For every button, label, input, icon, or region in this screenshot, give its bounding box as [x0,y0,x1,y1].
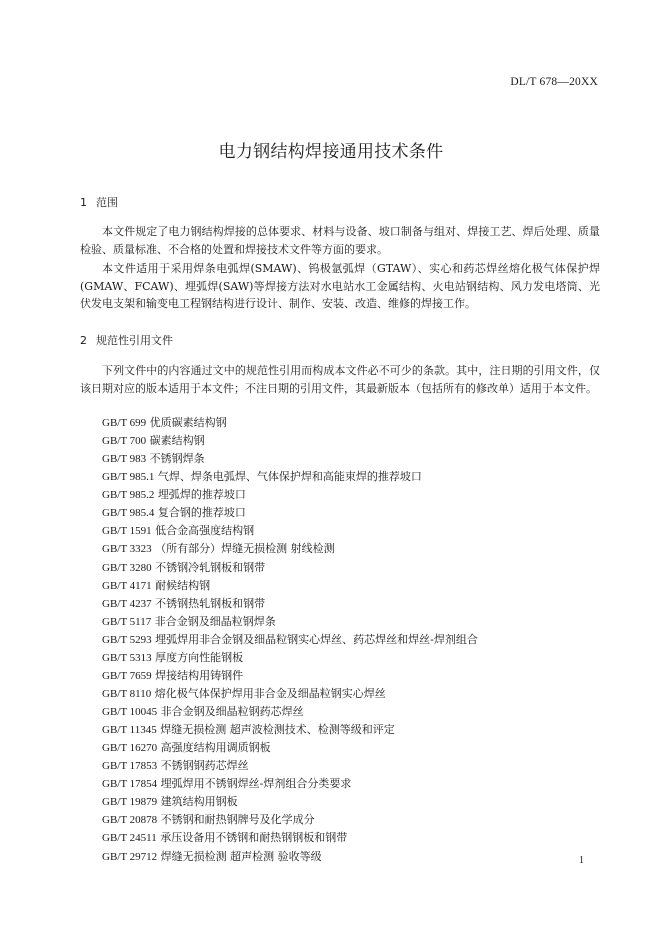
scope-paragraph-2: 本文件适用于采用焊条电弧焊(SMAW)、钨极氩弧焊（GTAW）、实心和药芯焊丝熔化极气体保护焊(GMAW、FCAW)、埋弧焊(SAW)等焊接方法对水电站水工金属结构、火电站钢结构、风力发电塔筒、光伏发电支架和输变电工程钢结构进行设计、制作、安装、改造、维修的焊接工作。 [80,262,600,310]
reference-title: 复合钢的推荐坡口 [157,506,246,520]
reference-title: 不锈钢和耐热钢牌号及化学成分 [160,813,315,827]
reference-item [102,540,602,558]
reference-item [102,595,602,613]
reference-item [102,829,602,847]
reference-code: GB/T 17854 [102,778,158,791]
reference-title: 焊接结构用铸钢件 [155,668,244,682]
reference-item [102,577,602,595]
reference-code: GB/T 24511 [102,832,157,845]
section-2-number: 2 [80,334,87,347]
reference-title: 高强度结构用调质钢板 [160,741,271,755]
page-number: 1 [579,855,584,866]
reference-item [102,414,602,432]
reference-code: GB/T 5117 [102,615,152,628]
reference-item [102,848,602,866]
reference-item [102,685,602,703]
standard-code: DL/T 678—20XX [510,76,598,88]
reference-title: 不锈钢热轧钢板和钢带 [155,596,266,610]
reference-item [102,811,602,829]
section-1-heading [80,194,118,210]
section-2-title: 规范性引用文件 [96,334,173,347]
reference-code: GB/T 4171 [102,579,152,592]
reference-title: 焊缝无损检测 超声波检测技术、检测等级和评定 [160,723,395,737]
reference-item [102,522,602,540]
reference-item [102,739,602,757]
reference-item [102,649,602,667]
reference-title: 厚度方向性能钢板 [155,650,244,664]
reference-title: 气焊、焊条电弧焊、气体保护焊和高能束焊的推荐坡口 [157,470,422,484]
reference-item [102,432,602,450]
reference-code: GB/T 5293 [102,633,152,646]
reference-code: GB/T 20878 [102,814,158,827]
reference-title: 熔化极气体保护焊用非合金及细晶粒钢实心焊丝 [154,686,386,700]
reference-code: GB/T 985.4 [102,507,155,520]
reference-list [102,414,602,866]
reference-item [102,613,602,631]
reference-title: 承压设备用不锈钢和耐热钢钢板和钢带 [160,831,348,845]
reference-code: GB/T 700 [102,435,147,448]
section-1-title: 范围 [96,196,118,209]
reference-item [102,757,602,775]
reference-code: GB/T 3280 [102,561,152,574]
reference-title: 不锈钢焊条 [149,452,205,466]
reference-code: GB/T 1591 [102,525,152,538]
reference-title: 焊缝无损检测 超声检测 验收等级 [160,849,322,863]
reference-item [102,559,602,577]
document-title: 电力钢结构焊接通用技术条件 [218,142,444,162]
reference-title: 埋弧焊用非合金钢及细晶粒钢实心焊丝、药芯焊丝和焊丝-焊剂组合 [155,632,478,646]
reference-code: GB/T 985.1 [102,471,155,484]
reference-item [102,775,602,793]
reference-code: GB/T 3323 [102,543,152,556]
reference-item [102,793,602,811]
reference-title: 不锈钢钢药芯焊丝 [160,759,249,773]
reference-item [102,468,602,486]
section-1-number: 1 [80,196,87,209]
reference-item [102,667,602,685]
reference-title: （所有部分）焊缝无损检测 射线检测 [155,542,335,556]
reference-code: GB/T 699 [102,417,147,429]
reference-item [102,721,602,739]
reference-title: 碳素结构钢 [149,434,205,448]
references-intro: 下列文件中的内容通过文中的规范性引用而构成本文件必不可少的条款。其中，注日期的引用文件，仅该日期对应的版本适用于本文件；不注日期的引用文件，其最新版本（包括所有的修改单）适用于本文件。 [80,364,600,395]
reference-code: GB/T 10045 [102,706,158,718]
reference-title: 建筑结构用钢板 [160,795,238,809]
reference-item [102,631,602,649]
reference-title: 不锈钢冷轧钢板和钢带 [155,560,266,574]
reference-code: GB/T 8110 [102,687,152,700]
reference-item [102,703,602,721]
section-2-heading [80,332,173,348]
reference-title: 非合金钢及细晶粒钢药芯焊丝 [160,705,304,718]
reference-code: GB/T 4237 [102,597,152,610]
reference-code: GB/T 19879 [102,796,158,809]
reference-item [102,486,602,504]
reference-code: GB/T 11345 [102,724,157,737]
reference-title: 非合金钢及细晶粒钢焊条 [154,614,276,628]
reference-code: GB/T 17853 [102,760,158,773]
reference-title: 埋弧焊用不锈钢焊丝-焊剂组合分类要求 [160,777,352,791]
reference-title: 优质碳素结构钢 [149,416,227,429]
reference-code: GB/T 7659 [102,669,152,682]
reference-code: GB/T 29712 [102,850,158,863]
reference-code: GB/T 16270 [102,742,158,755]
reference-title: 埋弧焊的推荐坡口 [157,488,246,502]
reference-item [102,504,602,522]
reference-title: 低合金高强度结构钢 [155,524,255,538]
reference-item [102,450,602,468]
reference-code: GB/T 985.2 [102,489,155,502]
reference-code: GB/T 5313 [102,651,152,664]
reference-code: GB/T 983 [102,453,147,466]
reference-title: 耐候结构钢 [155,578,211,592]
scope-paragraph-1: 本文件规定了电力钢结构焊接的总体要求、材料与设备、坡口制备与组对、焊接工艺、焊后处理、质量检验、质量标准、不合格的处置和焊接技术文件等方面的要求。 [80,225,600,256]
